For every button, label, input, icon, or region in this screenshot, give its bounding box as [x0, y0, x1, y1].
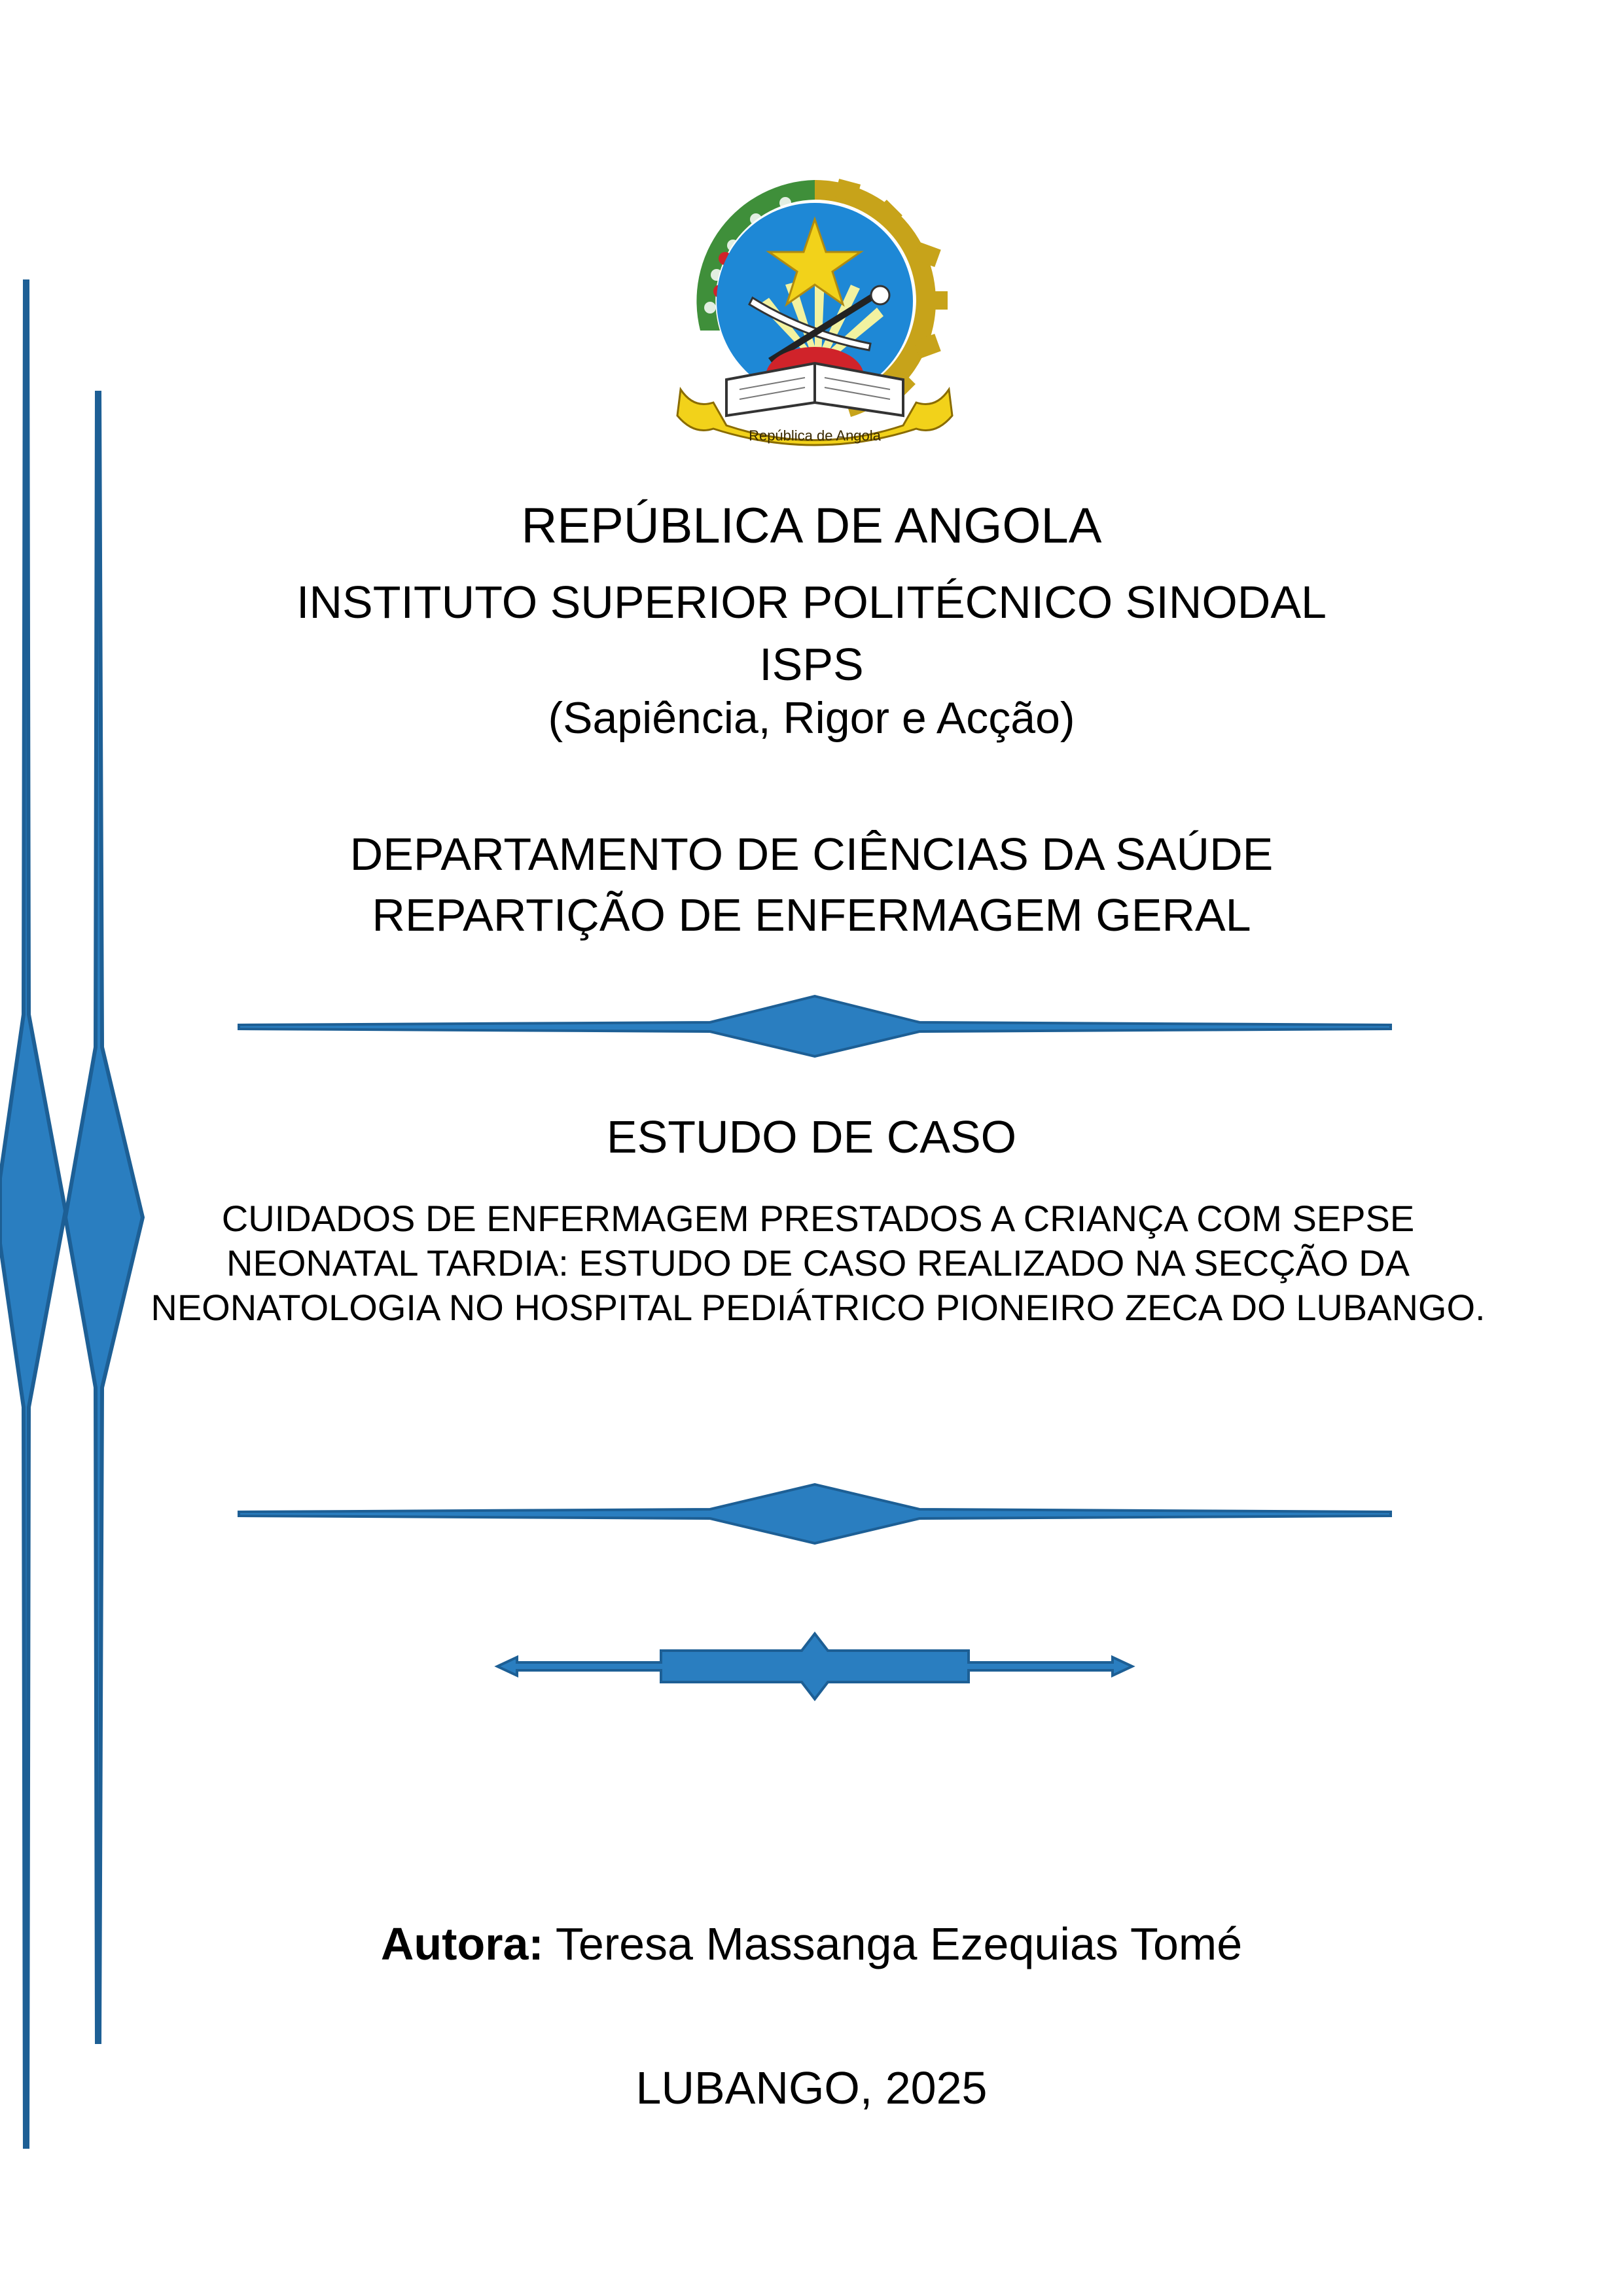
department-section: REPARTIÇÃO DE ENFERMAGEM GERAL: [372, 889, 1251, 941]
author-label: Autora:: [380, 1918, 544, 1969]
author-name: Teresa Massanga Ezequias Tomé: [543, 1918, 1243, 1969]
arrow-ornament: [497, 1634, 1132, 1699]
department-name: DEPARTAMENTO DE CIÊNCIAS DA SAÚDE: [349, 829, 1274, 880]
author-line: [0, 1918, 1623, 1970]
work-type: ESTUDO DE CASO: [606, 1111, 1017, 1162]
work-title: CUIDADOS DE ENFERMAGEM PRESTADOS A CRIANÇA COM SEPSE NEONATAL TARDIA: ESTUDO DE CASO REALIZADO NA SECÇÃO DA NEONATOLOGIA NO HOSPITAL PEDIÁTRICO PIONEIRO ZECA DO LUBANGO.: [151, 1198, 1486, 1328]
angola-emblem: [654, 167, 975, 455]
divider-bottom: [239, 1484, 1391, 1543]
outer-vertical-ornament: [0, 281, 65, 2147]
institution-motto: (Sapiência, Rigor e Acção): [548, 693, 1075, 743]
institution-acronym: ISPS: [759, 639, 864, 690]
place-year: LUBANGO, 2025: [635, 2062, 988, 2113]
country-name: REPÚBLICA DE ANGOLA: [521, 498, 1102, 554]
institution-name: INSTITUTO SUPERIOR POLITÉCNICO SINODAL: [296, 577, 1327, 628]
emblem-ribbon-text: República de Angola: [749, 427, 881, 444]
